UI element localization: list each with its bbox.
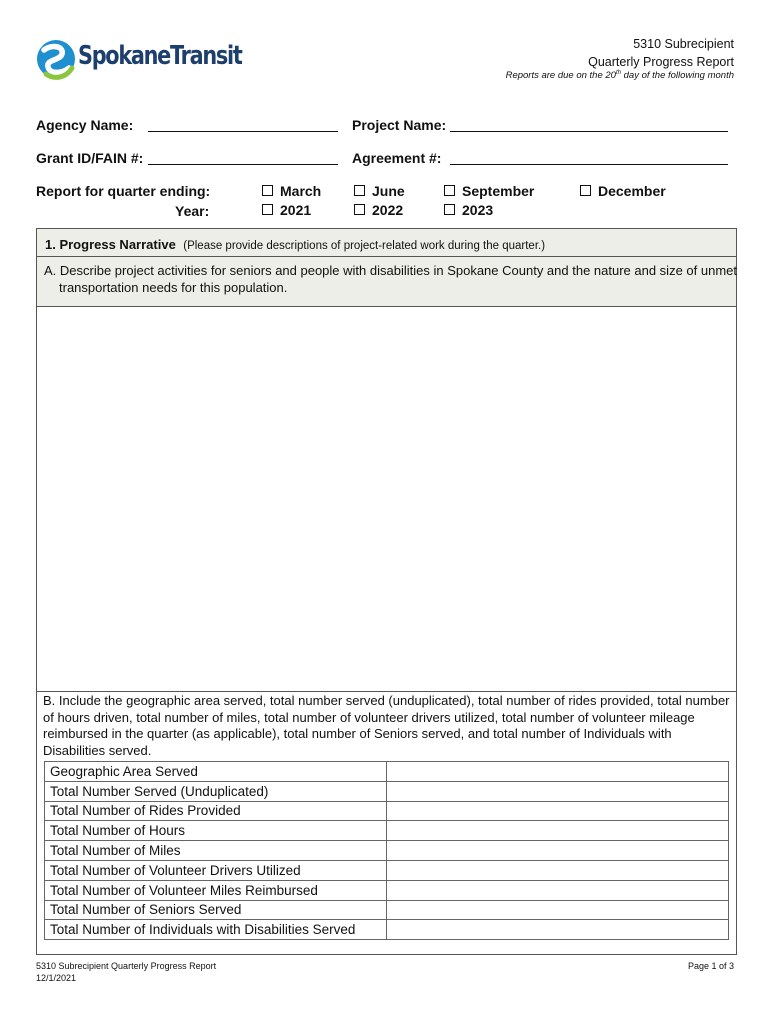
logo-text: SpokaneTransit: [78, 41, 242, 71]
due-note: Reports are due on the 20th day of the following month: [505, 70, 734, 82]
table-row: [45, 781, 729, 801]
row-label: Total Number of Volunteer Drivers Utilized: [45, 860, 387, 880]
row-label: Total Number of Hours: [45, 821, 387, 841]
question-a-box: [36, 256, 737, 307]
answer-a-textarea[interactable]: [36, 306, 737, 692]
year-label: Year:: [175, 203, 210, 219]
logo-mark-icon: [36, 38, 78, 82]
stats-table: [44, 761, 729, 940]
checkbox-2023[interactable]: 2023: [444, 202, 493, 218]
project-name-field[interactable]: [450, 131, 728, 132]
miles-input[interactable]: [387, 841, 729, 861]
geographic-area-input[interactable]: [387, 762, 729, 782]
checkbox-icon: [262, 185, 273, 196]
question-a-text: A. Describe project activities for seniors and people with disabilities in Spokane County and the nature and size of unmet transportation needs for this population.: [44, 263, 737, 295]
grant-id-field[interactable]: [148, 164, 338, 165]
report-title-line1: 5310 Subrecipient: [633, 37, 734, 51]
agreement-field[interactable]: [450, 164, 728, 165]
disabilities-served-input[interactable]: [387, 920, 729, 940]
table-row: [45, 880, 729, 900]
table-row: [45, 801, 729, 821]
row-label: Total Number of Rides Provided: [45, 801, 387, 821]
table-row: [45, 900, 729, 920]
row-label: Geographic Area Served: [45, 762, 387, 782]
project-name-label: Project Name:: [352, 117, 447, 133]
checkbox-june[interactable]: June: [354, 183, 405, 199]
quarter-label: Report for quarter ending:: [36, 183, 211, 199]
question-b-text: B. Include the geographic area served, total number served (unduplicated), total number of rides provided, total number of hours driven, total number of miles, total number of volunteer drivers utilized, total number of volunteer mileage reimbursed in the quarter (as applicable), total number of Seniors served, and total number of Individuals with Disabilities served.: [43, 693, 730, 759]
row-label: Total Number of Seniors Served: [45, 900, 387, 920]
agency-name-field[interactable]: [148, 131, 338, 132]
hours-input[interactable]: [387, 821, 729, 841]
agreement-label: Agreement #:: [352, 150, 442, 166]
spokane-transit-logo: [36, 38, 242, 82]
checkbox-2022[interactable]: 2022: [354, 202, 403, 218]
checkbox-september[interactable]: September: [444, 183, 534, 199]
table-row: [45, 841, 729, 861]
checkbox-2021[interactable]: 2021: [262, 202, 311, 218]
checkbox-december[interactable]: December: [580, 183, 666, 199]
checkbox-icon: [354, 185, 365, 196]
row-label: Total Number of Individuals with Disabilities Served: [45, 920, 387, 940]
rides-provided-input[interactable]: [387, 801, 729, 821]
table-row: [45, 860, 729, 880]
checkbox-icon: [444, 204, 455, 215]
table-row: [45, 762, 729, 782]
agency-name-label: Agency Name:: [36, 117, 134, 133]
footer-date: 12/1/2021: [36, 973, 77, 983]
row-label: Total Number of Volunteer Miles Reimbursed: [45, 880, 387, 900]
section-header: [36, 228, 737, 257]
checkbox-icon: [262, 204, 273, 215]
report-title-line2: Quarterly Progress Report: [588, 55, 734, 69]
checkbox-march[interactable]: March: [262, 183, 321, 199]
section-title: 1. Progress Narrative: [45, 237, 176, 252]
checkbox-icon: [444, 185, 455, 196]
volunteer-miles-input[interactable]: [387, 880, 729, 900]
footer-page: Page 1 of 3: [687, 961, 734, 971]
volunteer-drivers-input[interactable]: [387, 860, 729, 880]
grant-id-label: Grant ID/FAIN #:: [36, 150, 144, 166]
section-subtitle: (Please provide descriptions of project-related work during the quarter.): [183, 240, 546, 252]
table-row: [45, 920, 729, 940]
total-served-input[interactable]: [387, 781, 729, 801]
footer-doc-name: 5310 Subrecipient Quarterly Progress Report: [36, 961, 217, 971]
row-label: Total Number Served (Unduplicated): [45, 781, 387, 801]
checkbox-icon: [354, 204, 365, 215]
table-row: [45, 821, 729, 841]
seniors-served-input[interactable]: [387, 900, 729, 920]
checkbox-icon: [580, 185, 591, 196]
row-label: Total Number of Miles: [45, 841, 387, 861]
